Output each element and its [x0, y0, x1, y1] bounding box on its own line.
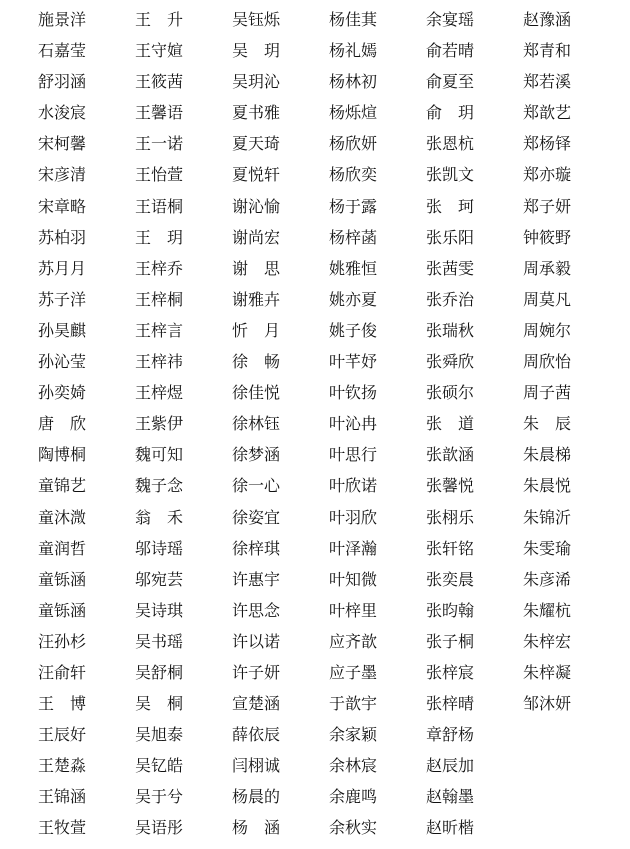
name-cell: 许惠宇	[232, 569, 281, 589]
name-cell: 吴语彤	[135, 818, 184, 838]
name-cell: 王梓煜	[135, 383, 184, 403]
name-cell: 许思念	[232, 600, 281, 620]
name-cell: 杨于露	[329, 196, 378, 216]
name-cell: 吴舒桐	[135, 662, 184, 682]
name-cell: 杨林初	[329, 72, 378, 92]
name-cell: 魏子念	[135, 476, 184, 496]
name-cell: 苏子洋	[38, 289, 87, 309]
name-cell: 魏可知	[135, 445, 184, 465]
name-cell: 章舒杨	[426, 725, 475, 745]
name-cell: 赵昕楷	[426, 818, 475, 838]
name-cell: 谢沁愉	[232, 196, 281, 216]
name-cell: 姚雅恒	[329, 258, 378, 278]
name-cell: 许以诺	[232, 631, 281, 651]
name-cell: 俞若晴	[426, 41, 475, 61]
name-cell: 王梓乔	[135, 258, 184, 278]
name-cell: 张舜欣	[426, 352, 475, 372]
name-cell: 夏天琦	[232, 134, 281, 154]
name-cell: 俞 玥	[426, 103, 475, 123]
name-cell: 张梓晴	[426, 694, 475, 714]
name-cell: 徐梦涵	[232, 445, 281, 465]
name-cell	[523, 812, 620, 843]
name-cell	[523, 719, 620, 750]
name-cell: 吴钰烁	[232, 10, 281, 29]
name-cell: 童铄涵	[38, 569, 87, 589]
name-cell: 杨礼嫣	[329, 41, 378, 61]
name-cell: 王辰好	[38, 725, 87, 745]
name-cell: 朱梓宏	[523, 631, 572, 651]
name-cell: 张歆涵	[426, 445, 475, 465]
name-cell: 周婉尔	[523, 320, 572, 340]
name-cell: 张 珂	[426, 196, 475, 216]
name-cell: 杨欣妍	[329, 134, 378, 154]
name-cell: 王紫伊	[135, 414, 184, 434]
name-cell: 童润哲	[38, 538, 87, 558]
name-cell: 王梓言	[135, 320, 184, 340]
name-cell	[523, 781, 620, 812]
name-cell: 郑青和	[523, 41, 572, 61]
name-cell: 薛依辰	[232, 725, 281, 745]
name-cell: 周子茜	[523, 383, 572, 403]
name-cell: 吴 玥	[232, 41, 281, 61]
name-cell: 赵翰墨	[426, 787, 475, 807]
name-cell: 朱梓凝	[523, 662, 572, 682]
name-cell: 杨 涵	[232, 818, 281, 838]
name-cell: 张栩乐	[426, 507, 475, 527]
name-cell: 邬诗瑶	[135, 538, 184, 558]
name-cell: 许子妍	[232, 662, 281, 682]
name-cell: 郑歆艺	[523, 103, 572, 123]
name-cell: 余家颖	[329, 725, 378, 745]
name-cell: 苏柏羽	[38, 227, 87, 247]
name-cell: 叶梓里	[329, 600, 378, 620]
name-cell: 杨晨的	[232, 787, 281, 807]
name-cell: 宋彦清	[38, 165, 87, 185]
name-cell: 宋章略	[38, 196, 87, 216]
name-cell: 王梓祎	[135, 352, 184, 372]
name-cell: 朱彦浠	[523, 569, 572, 589]
name-cell: 吴诗琪	[135, 600, 184, 620]
name-cell: 余秋实	[329, 818, 378, 838]
name-cell: 郑亦璇	[523, 165, 572, 185]
name-cell: 应齐歆	[329, 631, 378, 651]
name-cell: 朱雯瑜	[523, 538, 572, 558]
name-cell: 张梓宸	[426, 662, 475, 682]
name-cell: 吴玥沁	[232, 72, 281, 92]
name-cell: 俞夏至	[426, 72, 475, 92]
name-cell: 余林宸	[329, 756, 378, 776]
name-cell: 杨烁煊	[329, 103, 378, 123]
name-cell: 郑若溪	[523, 72, 572, 92]
name-cell: 王楚淼	[38, 756, 87, 776]
name-cell: 王守媗	[135, 41, 184, 61]
name-cell: 徐一心	[232, 476, 281, 496]
name-cell: 钟筱野	[523, 227, 572, 247]
name-cell: 张 道	[426, 414, 475, 434]
name-cell: 石嘉莹	[38, 41, 87, 61]
name-cell: 吴 桐	[135, 694, 184, 714]
name-cell: 徐 畅	[232, 352, 281, 372]
name-cell: 翁 禾	[135, 507, 184, 527]
name-cell: 张子桐	[426, 631, 475, 651]
name-cell: 徐佳悦	[232, 383, 281, 403]
name-cell: 徐姿宜	[232, 507, 281, 527]
name-cell: 吴于兮	[135, 787, 184, 807]
name-cell: 赵豫涵	[523, 10, 572, 29]
name-cell: 王梓桐	[135, 289, 184, 309]
name-cell: 徐梓琪	[232, 538, 281, 558]
name-cell: 王语桐	[135, 196, 184, 216]
name-cell: 夏书雅	[232, 103, 281, 123]
name-cell: 朱 辰	[523, 414, 572, 434]
name-cell: 周莫凡	[523, 289, 572, 309]
name-cell: 姚子俊	[329, 320, 378, 340]
name-cell: 王怡萱	[135, 165, 184, 185]
name-cell: 叶钦扬	[329, 383, 378, 403]
name-cell: 王牧萱	[38, 818, 87, 838]
name-cell: 夏悦轩	[232, 165, 281, 185]
name-cell: 张乐阳	[426, 227, 475, 247]
name-cell: 张凯文	[426, 165, 475, 185]
name-cell: 王锦涵	[38, 787, 87, 807]
name-cell: 朱锦沂	[523, 507, 572, 527]
name-cell: 吴书瑶	[135, 631, 184, 651]
name-cell: 郑子妍	[523, 196, 572, 216]
name-cell: 姚亦夏	[329, 289, 378, 309]
name-cell: 宋柯馨	[38, 134, 87, 154]
name-cell: 周承毅	[523, 258, 572, 278]
name-cell: 余鹿鸣	[329, 787, 378, 807]
name-cell: 张轩铭	[426, 538, 475, 558]
name-cell: 张茜雯	[426, 258, 475, 278]
name-cell: 舒羽涵	[38, 72, 87, 92]
name-cell: 宣楚涵	[232, 694, 281, 714]
name-cell: 忻 月	[232, 320, 281, 340]
name-cell: 徐林钰	[232, 414, 281, 434]
name-cell: 张昀翰	[426, 600, 475, 620]
name-cell: 张硕尔	[426, 383, 475, 403]
name-cell: 孙昊麒	[38, 320, 87, 340]
name-cell: 余宴瑶	[426, 10, 475, 29]
name-cell: 张馨悦	[426, 476, 475, 496]
name-cell: 童铄涵	[38, 600, 87, 620]
name-cell: 苏月月	[38, 258, 87, 278]
name-cell: 杨梓菡	[329, 227, 378, 247]
name-cell: 邬宛芸	[135, 569, 184, 589]
name-cell: 汪俞轩	[38, 662, 87, 682]
name-cell: 邹沐妍	[523, 694, 572, 714]
name-cell: 孙沁莹	[38, 352, 87, 372]
name-cell: 施景洋	[38, 10, 87, 29]
name-cell: 叶思行	[329, 445, 378, 465]
name-cell: 杨佳萁	[329, 10, 378, 29]
name-cell: 应子墨	[329, 662, 378, 682]
name-cell: 闫栩诚	[232, 756, 281, 776]
name-cell: 杨欣奕	[329, 165, 378, 185]
name-cell: 叶芊妤	[329, 352, 378, 372]
name-cell: 孙奕婍	[38, 383, 87, 403]
name-cell: 朱晨悦	[523, 476, 572, 496]
name-cell: 张恩杭	[426, 134, 475, 154]
name-cell: 张瑞秋	[426, 320, 475, 340]
name-cell: 吴旭泰	[135, 725, 184, 745]
name-cell: 张奕晨	[426, 569, 475, 589]
name-cell: 周欣怡	[523, 352, 572, 372]
name-cell: 水浚宸	[38, 103, 87, 123]
name-cell: 王馨语	[135, 103, 184, 123]
name-cell: 于歆宇	[329, 694, 378, 714]
name-cell: 童锦艺	[38, 476, 87, 496]
name-cell: 王一诺	[135, 134, 184, 154]
name-cell: 王筱茜	[135, 72, 184, 92]
name-cell: 赵辰加	[426, 756, 475, 776]
name-cell: 汪孙杉	[38, 631, 87, 651]
name-cell: 王 博	[38, 694, 87, 714]
name-cell: 陶博桐	[38, 445, 87, 465]
name-cell: 叶知微	[329, 569, 378, 589]
name-cell: 童沐溦	[38, 507, 87, 527]
name-cell: 张乔治	[426, 289, 475, 309]
name-cell: 叶沁冉	[329, 414, 378, 434]
name-cell: 谢雅卉	[232, 289, 281, 309]
name-cell: 叶羽欣	[329, 507, 378, 527]
name-cell: 吴钇皓	[135, 756, 184, 776]
name-cell: 郑杨铎	[523, 134, 572, 154]
name-cell: 谢 思	[232, 258, 281, 278]
name-cell: 叶欣诺	[329, 476, 378, 496]
name-grid	[38, 4, 620, 844]
name-cell: 朱晨梯	[523, 445, 572, 465]
name-cell: 王 升	[135, 10, 184, 29]
name-cell: 叶泽瀚	[329, 538, 378, 558]
name-cell	[523, 750, 620, 781]
name-cell: 朱耀杭	[523, 600, 572, 620]
name-cell: 王 玥	[135, 227, 184, 247]
name-cell: 谢尚宏	[232, 227, 281, 247]
name-cell: 唐 欣	[38, 414, 87, 434]
